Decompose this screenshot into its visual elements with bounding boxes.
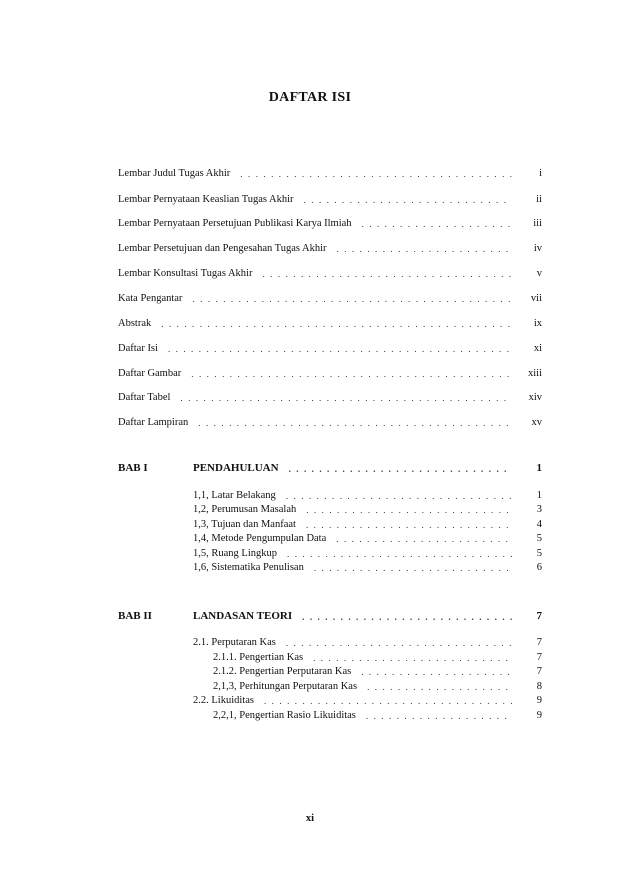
dot-leader [240,169,512,180]
toc-section [193,503,542,516]
dot-leader [337,244,512,255]
chapter-number: BAB I [118,462,148,474]
toc-entry [118,193,542,206]
toc-section-page: 1 [536,490,542,501]
dot-leader [287,549,512,560]
toc-section-page: 5 [536,533,542,544]
toc-subsection-label: 2,1,3, Perhitungan Perputaran Kas [213,681,358,692]
toc-subsection-page: 7 [536,666,542,677]
dot-leader [306,520,512,531]
dot-leader [306,505,512,516]
toc-subsection-page: 9 [536,710,542,721]
toc-section-label: 1,5, Ruang Lingkup [193,548,277,559]
toc-section [193,489,542,502]
dot-leader [198,418,512,429]
toc-entry [118,367,542,380]
dot-leader [336,534,512,545]
toc-entry [118,342,542,355]
dot-leader [302,612,512,623]
toc-entry [118,391,542,404]
dot-leader [304,195,512,206]
toc-section-page: 3 [536,504,542,515]
dot-leader [366,711,512,722]
toc-section-label: 1,3, Tujuan dan Manfaat [193,519,296,530]
chapter-page: 1 [536,462,542,474]
toc-subsection [213,680,542,693]
dot-leader [168,344,512,355]
toc-section-label: 1,4, Metode Pengumpulan Data [193,533,327,544]
toc-section-label: 1,2, Perumusan Masalah [193,504,297,515]
dot-leader [161,319,512,330]
toc-subsection-label: 2.1.2. Pengertian Perputaran Kas [213,666,352,677]
toc-subsection [213,651,542,664]
toc-entry-label: Abstrak [118,318,152,329]
toc-entry-label: Kata Pengantar [118,293,183,304]
toc-section-page: 6 [536,562,542,573]
toc-entry [118,242,542,255]
toc-section [193,547,542,560]
toc-entry-label: Daftar Tabel [118,392,171,403]
dot-leader [367,682,512,693]
chapter-heading [193,610,542,623]
toc-section [193,636,542,649]
toc-subsection [213,709,542,722]
dot-leader [362,219,512,230]
toc-entry-page: iv [533,243,542,254]
toc-entry-label: Daftar Gambar [118,368,182,379]
toc-entry [118,416,542,429]
toc-subsection [213,665,542,678]
toc-section-label: 2.1. Perputaran Kas [193,637,276,648]
toc-section-page: 5 [536,548,542,559]
toc-section-label: 1,6, Sistematika Penulisan [193,562,304,573]
dot-leader [264,696,512,707]
toc-entry-page: xiv [528,392,542,403]
dot-leader [286,491,512,502]
dot-leader [289,464,512,475]
toc-entry-page: v [536,268,542,279]
toc-entry-label: Lembar Konsultasi Tugas Akhir [118,268,253,279]
toc-entry [118,292,542,305]
toc-section-label: 2.2. Likuiditas [193,695,254,706]
toc-section [193,561,542,574]
dot-leader [361,667,512,678]
toc-entry-page: xi [533,343,542,354]
toc-entry-page: xiii [527,368,542,379]
page-title: DAFTAR ISI [268,90,352,105]
toc-entry-label: Daftar Isi [118,343,158,354]
toc-entry-page: iii [533,218,542,229]
chapter-heading [193,462,542,475]
dot-leader [262,269,512,280]
toc-entry [118,267,542,280]
toc-entry-page: ii [536,194,542,205]
toc-entry-label: Lembar Persetujuan dan Pengesahan Tugas Akhir [118,243,327,254]
chapter-page: 7 [536,610,542,622]
dot-leader [286,638,512,649]
toc-section [193,694,542,707]
toc-entry-label: Daftar Lampiran [118,417,189,428]
dot-leader [192,294,512,305]
chapter-title: PENDAHULUAN [193,462,279,474]
toc-entry-label: Lembar Pernyataan Keaslian Tugas Akhir [118,194,294,205]
dot-leader [180,393,512,404]
toc-entry-page: i [539,168,542,179]
toc-entry-page: ix [533,318,542,329]
toc-subsection-page: 8 [536,681,542,692]
dot-leader [313,653,512,664]
toc-entry-page: vii [530,293,542,304]
toc-entry-label: Lembar Judul Tugas Akhir [118,168,231,179]
toc-entry-page: xv [531,417,542,428]
chapter-number: BAB II [118,610,152,622]
toc-entry-label: Lembar Pernyataan Persetujuan Publikasi Karya Ilmiah [118,218,352,229]
toc-entry [118,317,542,330]
toc-section-page: 4 [536,519,542,530]
toc-entry [118,217,542,230]
toc-section [193,532,542,545]
toc-section-label: 1,1, Latar Belakang [193,490,276,501]
toc-subsection-label: 2.1.1. Pengertian Kas [213,652,304,663]
dot-leader [314,563,512,574]
dot-leader [191,369,512,380]
toc-subsection-label: 2,2,1, Pengertian Rasio Likuiditas [213,710,356,721]
toc-section-page: 9 [536,695,542,706]
chapter-title: LANDASAN TEORI [193,610,293,622]
toc-subsection-page: 7 [536,652,542,663]
toc-entry [118,167,542,180]
page-number: xi [305,813,315,824]
toc-section [193,518,542,531]
toc-section-page: 7 [536,637,542,648]
